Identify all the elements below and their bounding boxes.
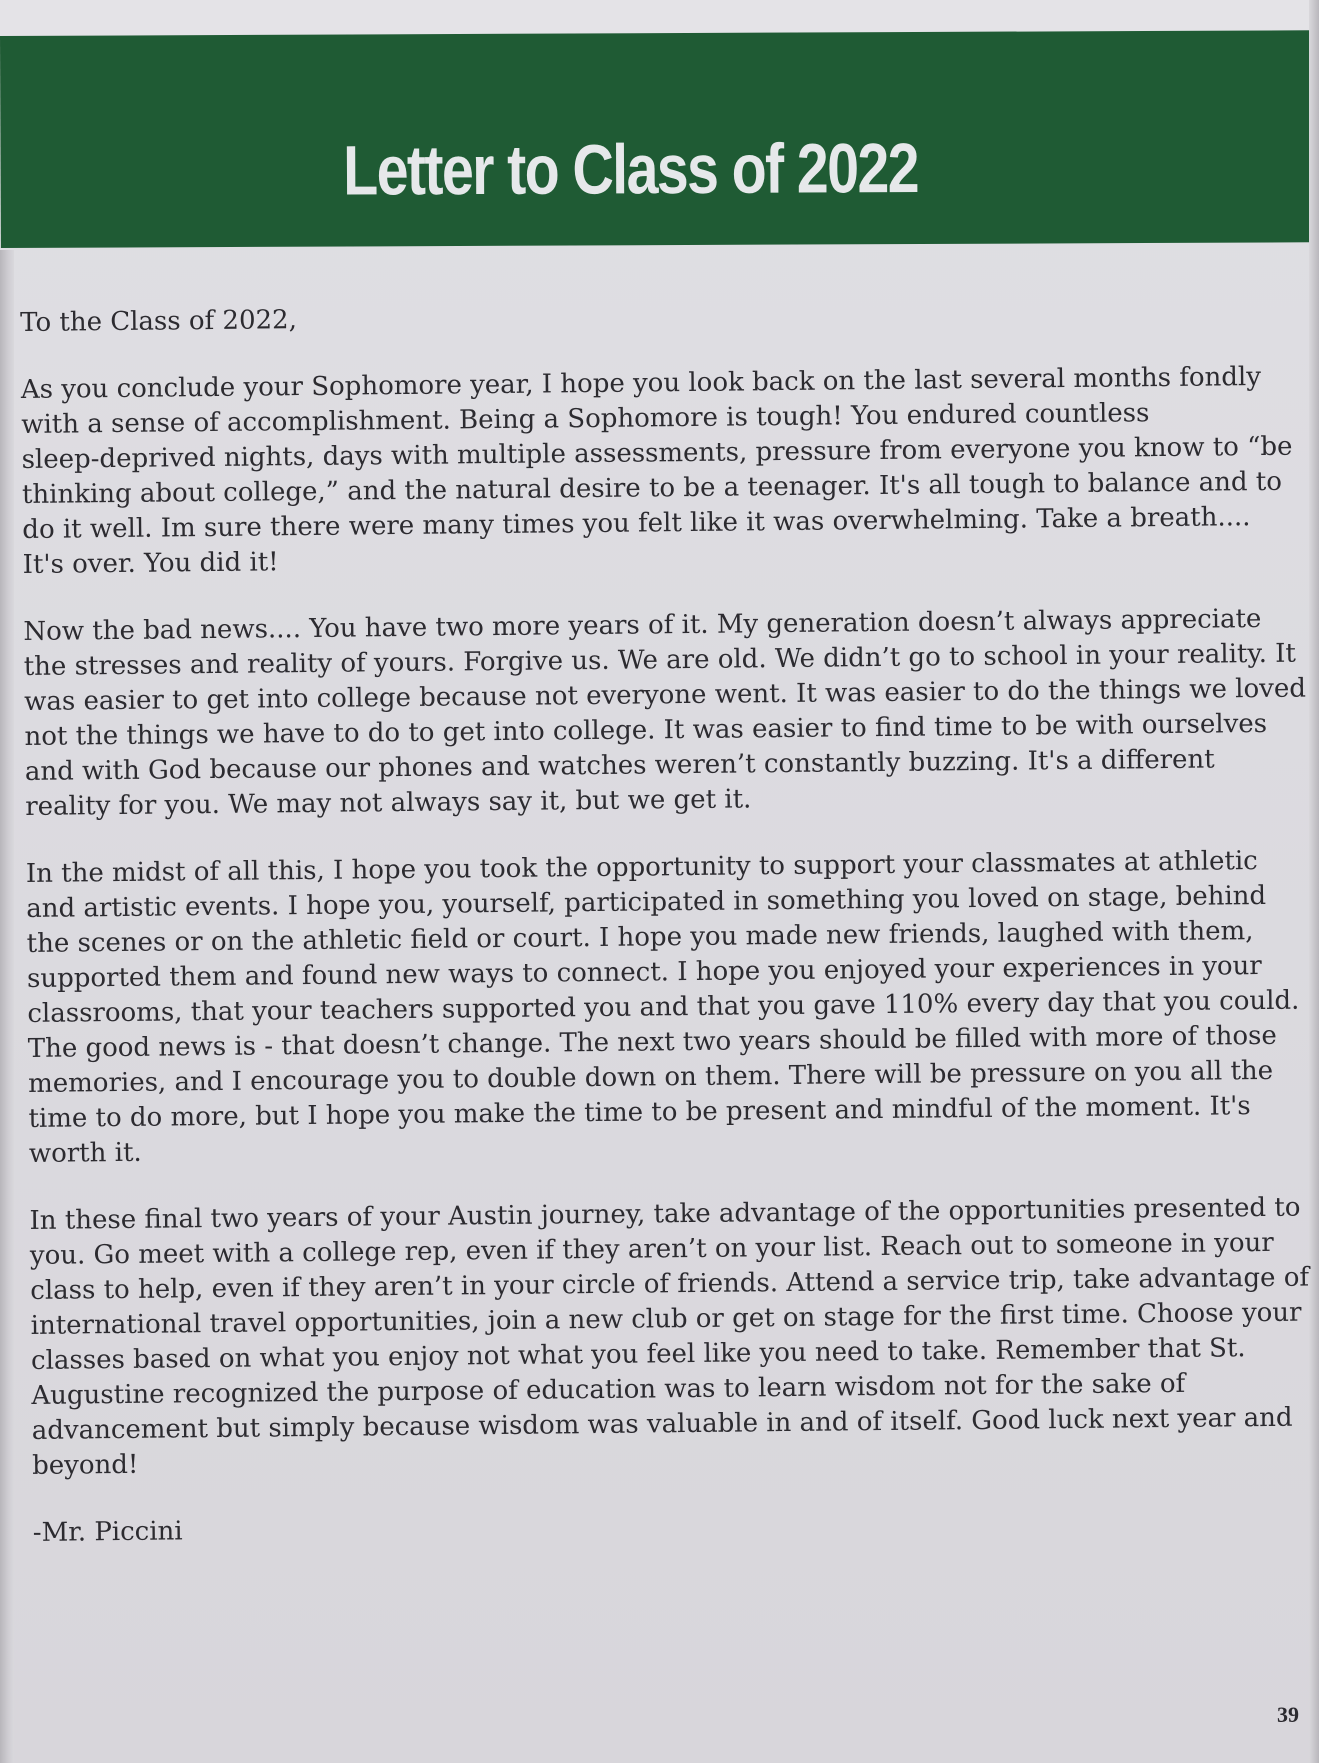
- letter-paragraph: [20, 360, 1293, 583]
- letter-paragraph: [29, 1191, 1310, 1484]
- text-line: advancement but simply because wisdom was valuable in and of itself. Good luck next year and: [31, 1402, 1293, 1446]
- text-line: reality for you. We may not always say it, but we get it.: [25, 784, 752, 822]
- text-line: class to help, even if they aren’t in your circle of friends. Attend a service trip, take advantage of: [30, 1262, 1310, 1306]
- text-line: classes based on what you enjoy not what you feel like you need to take. Remember that St.: [30, 1333, 1246, 1376]
- text-line: the scenes or on the athletic field or court. I hope you made new friends, laughed with them,: [26, 916, 1254, 959]
- text-line: and artistic events. I hope you, yourself, participated in something you loved on stage, behind: [26, 880, 1267, 924]
- text-line: memories, and I encourage you to double down on them. There will be pressure on you all the: [27, 1055, 1274, 1099]
- text-line: Augustine recognized the purpose of education was to learn wisdom not for the sake of: [31, 1368, 1186, 1411]
- title-banner: [0, 30, 1311, 248]
- letter-body: [20, 293, 1310, 1551]
- letter-paragraph: [23, 602, 1307, 825]
- text-line: international travel opportunities, join a new club or get on stage for the first time. Choose your: [30, 1297, 1302, 1341]
- text-line: supported them and found new ways to connect. I hope you enjoyed your experiences in your: [26, 951, 1262, 994]
- text-line: beyond!: [31, 1449, 139, 1481]
- text-line: worth it.: [28, 1137, 142, 1169]
- text-line: In these final two years of your Austin journey, take advantage of the opportunities presented to: [29, 1192, 1301, 1236]
- text-line: classrooms, that your teachers supported you and that you gave 110% every day that you could.: [27, 985, 1300, 1029]
- text-line: do it well. Im sure there were many times you felt like it was overwhelming. Take a breath....: [22, 502, 1251, 545]
- text-line: time to do more, but I hope you make the time to be present and mindful of the moment. It's: [28, 1091, 1251, 1134]
- text-line: with a sense of accomplishment. Being a Sophomore is tough! You endured countless: [21, 398, 1150, 440]
- text-line: and with God because our phones and watches weren’t constantly buzzing. It's a different: [24, 744, 1215, 787]
- binding-edge: [0, 250, 14, 1763]
- text-line: sleep-deprived nights, days with multiple assessments, pressure from everyone you know to “be: [21, 431, 1293, 475]
- page-number: 39: [1277, 1702, 1299, 1727]
- letter-signature: -Mr. Piccini: [32, 1516, 183, 1548]
- page-title: Letter to Class of 2022: [343, 128, 919, 210]
- text-line: the stresses and reality of yours. Forgive us. We are old. We didn’t go to school in your reality. It: [23, 638, 1297, 682]
- text-line: As you conclude your Sophomore year, I hope you look back on the last several months fondly: [20, 362, 1262, 405]
- text-line: It's over. You did it!: [22, 547, 279, 580]
- text-line: you. Go meet with a college rep, even if they aren’t on your list. Reach out to someone in your: [29, 1227, 1274, 1271]
- text-line: In the midst of all this, I hope you took the opportunity to support your classmates at athletic: [25, 846, 1258, 889]
- letter-greeting: To the Class of 2022,: [20, 305, 298, 338]
- text-line: Now the bad news.... You have two more years of it. My generation doesn’t always appreciate: [23, 604, 1262, 647]
- text-line: The good news is - that doesn’t change. The next two years should be filled with more of those: [27, 1020, 1277, 1064]
- text-line: not the things we have to do to get into college. It was easier to find time to be with ourselves: [24, 708, 1268, 752]
- text-line: thinking about college,” and the natural desire to be a teenager. It's all tough to balance and to: [21, 466, 1283, 510]
- letter-paragraph: [25, 844, 1300, 1172]
- page-edge: [1309, 0, 1319, 1763]
- text-line: was easier to get into college because not everyone went. It was easier to do the things we loved: [23, 673, 1307, 717]
